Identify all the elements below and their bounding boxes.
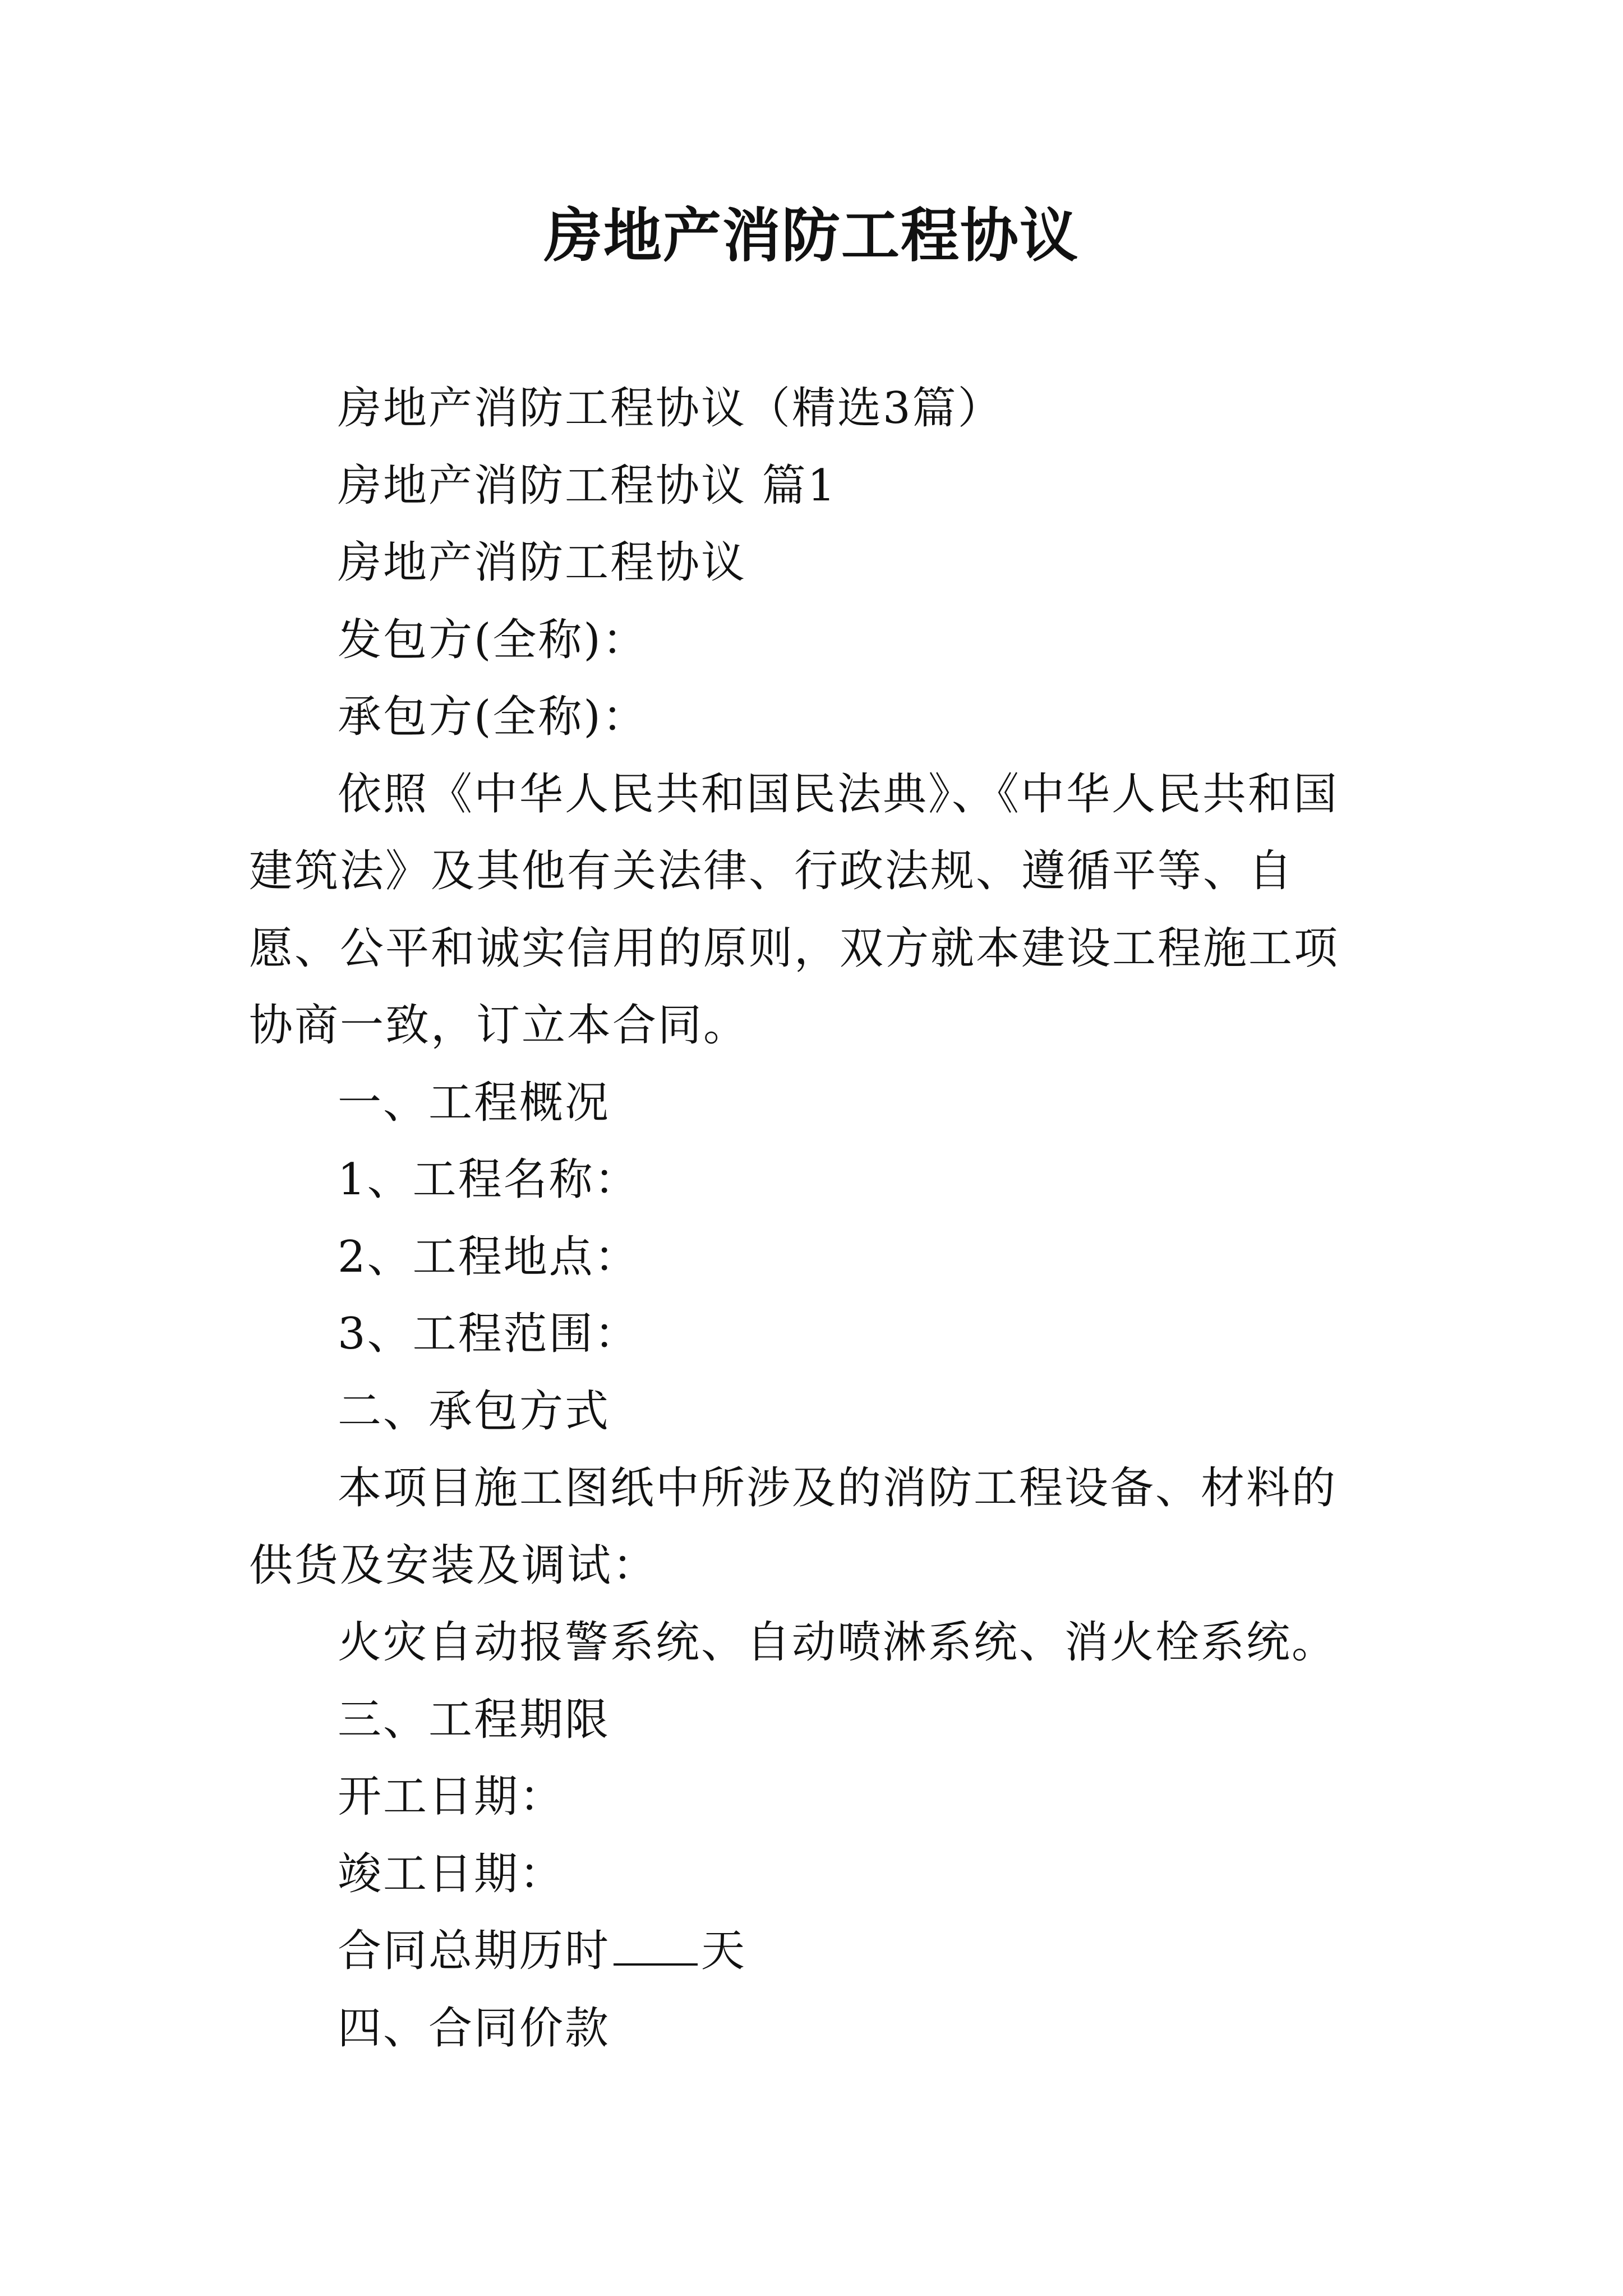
paragraph-preamble: 依照《中华人民共和国民法典》、《中华人民共和国建筑法》及其他有关法律、行政法规、遵循平等、自愿、公平和诚实信用的原则，双方就本建设工程施工项协商一致，订立本合同。 <box>249 769 1340 1051</box>
paragraph-subtitle: 房地产消防工程协议（精选3篇） <box>338 383 1003 434</box>
paragraph-completion-date: 竣工日期： <box>338 1848 565 1899</box>
paragraph-systems: 火灾自动报警系统、自动喷淋系统、消火栓系统。 <box>338 1617 1338 1668</box>
heading-contract-method: 二、承包方式 <box>338 1386 611 1437</box>
heading-project-overview: 一、工程概况 <box>338 1077 611 1128</box>
paragraph-start-date: 开工日期： <box>338 1772 565 1822</box>
paragraph-duration <box>249 1913 1378 1990</box>
paragraph-project-location: 2、工程地点： <box>338 1231 640 1282</box>
duration-blank-line <box>614 1930 698 1966</box>
paragraph-agreement-name: 房地产消防工程协议 <box>338 537 747 588</box>
document-title: 房地产消防工程协议 <box>543 201 1079 270</box>
heading-contract-price: 四、合同价款 <box>338 2003 611 2054</box>
paragraph-project-scope: 3、工程范围： <box>338 1309 640 1359</box>
paragraph-scope-description: 本项目施工图纸中所涉及的消防工程设备、材料的供货及安装及调试： <box>249 1463 1338 1591</box>
paragraph-project-name: 1、工程名称： <box>338 1154 640 1205</box>
heading-project-period: 三、工程期限 <box>338 1694 611 1745</box>
duration-prefix: 合同总期历时 <box>338 1926 611 1976</box>
document-body <box>249 370 1378 2067</box>
paragraph-section-label: 房地产消防工程协议 篇1 <box>338 460 837 511</box>
paragraph-contractor: 承包方(全称)： <box>338 692 648 742</box>
paragraph-employer: 发包方(全称)： <box>338 614 648 665</box>
duration-suffix: 天 <box>701 1926 747 1976</box>
